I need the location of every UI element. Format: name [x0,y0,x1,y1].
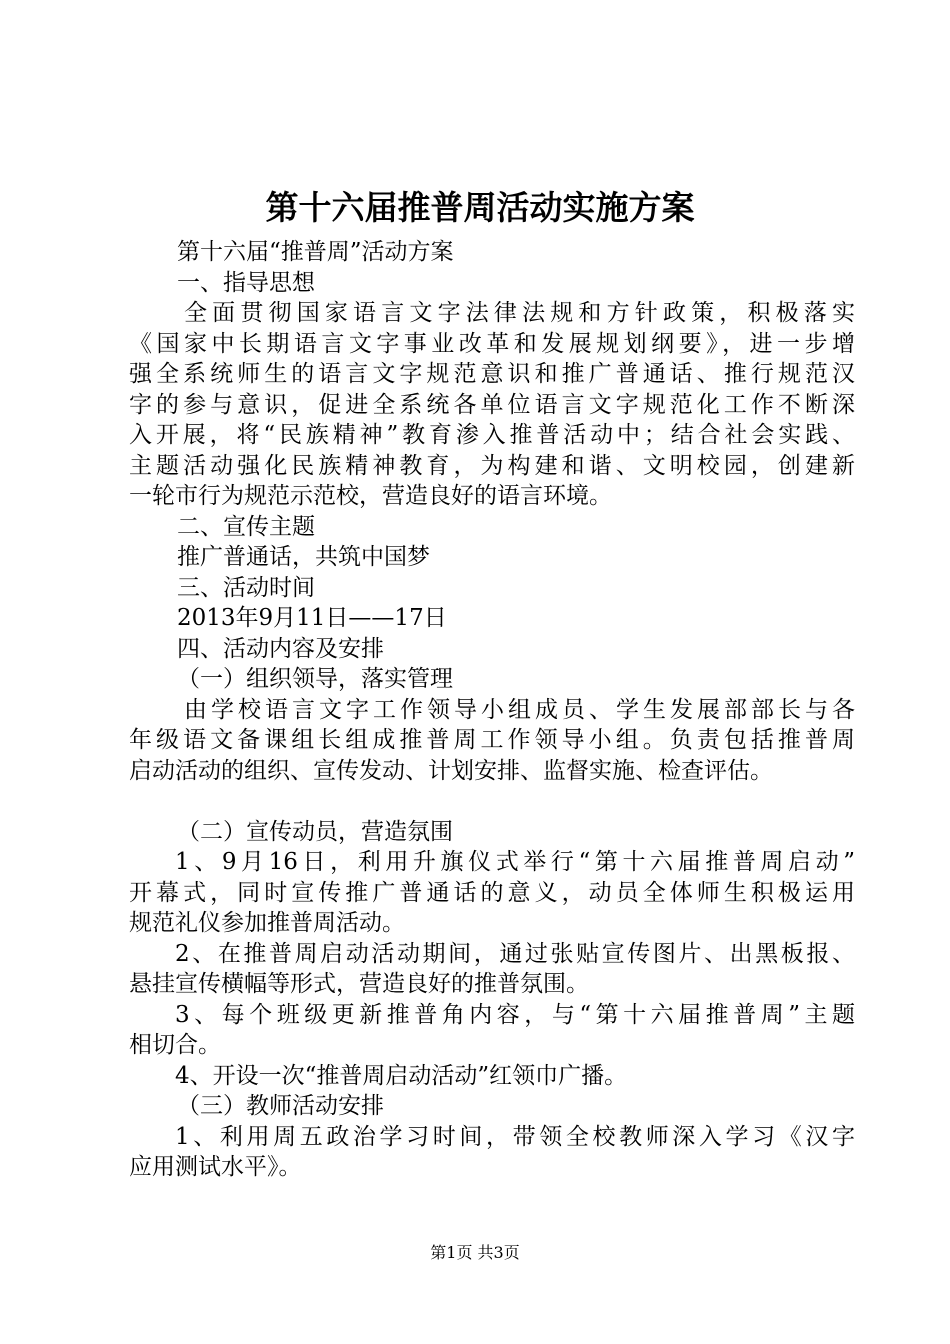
paragraph-line: 4、开设一次“推普周启动活动”红领巾广播。 [175,1062,628,1089]
paragraph-line: 3、每个班级更新推普角内容，与“第十六届推普周”主题 [175,1001,855,1028]
section-heading: 二、宣传主题 [177,513,315,540]
paragraph-line: 2、在推普周启动活动期间，通过张贴宣传图片、出黑板报、 [175,940,855,967]
blank-line [129,786,855,817]
paragraph-line: 相切合。 [129,1032,221,1058]
paragraph-line: 推广普通话，共筑中国梦 [177,544,430,570]
section-heading: 三、活动时间 [177,574,315,601]
paragraph-line: 由学校语言文字工作领导小组成员、学生发展部部长与各 [184,696,855,723]
paragraph-line: 悬挂宣传横幅等形式，营造良好的推普氛围。 [129,971,589,997]
paragraph-line: 启动活动的组织、宣传发动、计划安排、监督实施、检查评估。 [129,757,773,784]
section-heading: 四、活动内容及安排 [177,635,384,662]
subsection-heading: （三）教师活动安排 [177,1093,384,1119]
paragraph-line: 1、9月16日，利用升旗仪式举行“第十六届推普周启动” [175,849,855,875]
paragraph-line: 开幕式，同时宣传推广普通话的意义，动员全体师生积极运用 [129,879,855,906]
document-title: 第十六届推普周活动实施方案 [265,188,695,227]
paragraph-line: 主题活动强化民族精神教育，为构建和谐、文明校园，创建新 [129,452,855,479]
subsection-heading: （二）宣传动员，营造氛围 [177,818,453,845]
paragraph-line: 1、利用周五政治学习时间，带领全校教师深入学习《汉字 [175,1123,855,1150]
paragraph-line: 年级语文备课组长组成推普周工作领导小组。负责包括推普周 [129,727,855,753]
paragraph-line: 强全系统师生的语言文字规范意识和推广普通话、推行规范汉 [129,361,855,387]
document-body [129,237,855,1183]
paragraph-line: 一轮市行为规范示范校，营造良好的语言环境。 [129,483,612,509]
subsection-heading: （一）组织领导，落实管理 [177,666,453,692]
paragraph-line: 《国家中长期语言文字事业改革和发展规划纲要》，进一步增 [129,330,855,357]
section-heading: 一、指导思想 [177,269,315,296]
document-heading: 第十六届“推普周”活动方案 [177,239,454,265]
paragraph-line: 2013年9月11日——17日 [177,605,447,631]
paragraph-line: 应用测试水平》。 [129,1154,302,1180]
paragraph-line: 全面贯彻国家语言文字法律法规和方针政策，积极落实 [184,300,855,326]
page-footer: 第1页 共3页 [430,1243,520,1262]
paragraph-line: 规范礼仪参加推普周活动。 [129,910,405,936]
paragraph-line: 入开展，将“民族精神”教育渗入推普活动中；结合社会实践、 [129,422,855,448]
paragraph-line: 字的参与意识，促进全系统各单位语言文字规范化工作不断深 [129,391,855,418]
